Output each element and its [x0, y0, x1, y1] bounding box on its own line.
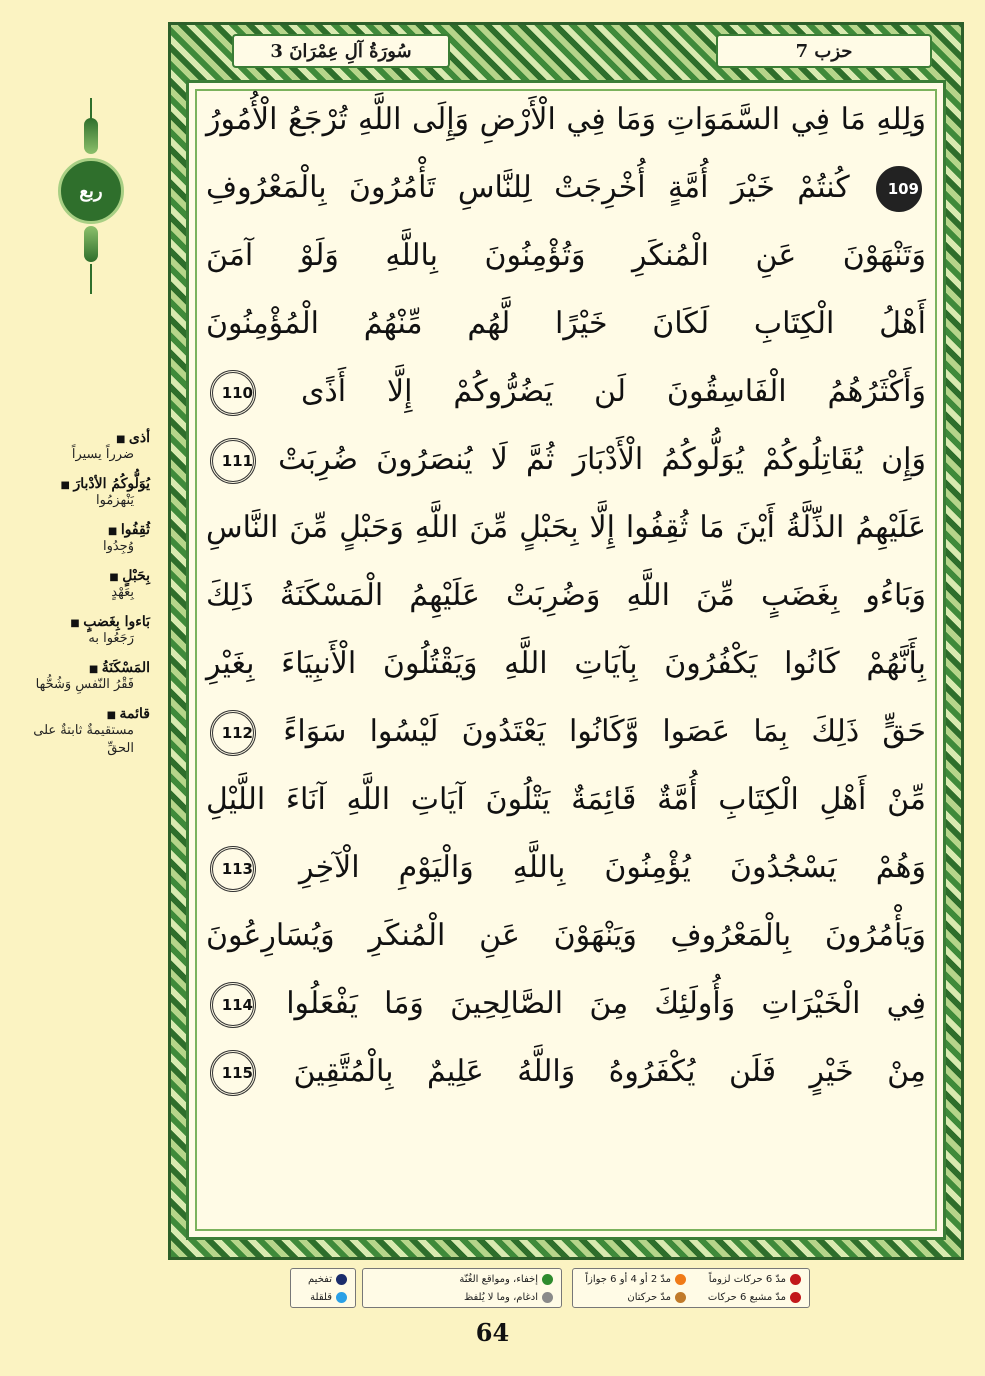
text-line: بِأَنَّهُمْ كَانُوا يَكْفُرُونَ بِآيَاتِ اللَّهِ وَيَقْتُلُونَ الْأَنبِيَاءَ بِغَيْرِ [206, 646, 926, 681]
legend-item: تفخيم [299, 1272, 347, 1286]
glossary-item [10, 476, 150, 510]
text-line: مِنْ خَيْرٍ فَلَن يُكْفَرُوهُ وَاللَّهُ عَلِيمٌ بِالْمُتَّقِينَ 115 [192, 1038, 940, 1106]
legend-item: مدّ مشبع 6 حركات [696, 1290, 801, 1304]
glossary [10, 430, 150, 770]
medallion-top-ornament-icon [84, 118, 98, 154]
verse-number-115: 115 [210, 1050, 256, 1096]
color-dot-icon [790, 1292, 801, 1303]
glossary-item [10, 522, 150, 556]
hizb-label: حزب 7 [716, 34, 932, 68]
legend-item: قلقلة [299, 1290, 347, 1304]
color-dot-icon [542, 1274, 553, 1285]
glossary-definition: فَقْرُ النّفسِ وَشُحُّها [35, 677, 134, 692]
glossary-term: ثُقِفُوا ■ [10, 522, 150, 538]
glossary-item [10, 568, 150, 602]
color-dot-icon [336, 1274, 347, 1285]
legend-item: ادغام، وما لا يُلفظ [371, 1290, 553, 1304]
glossary-term: قائمة ■ [10, 706, 150, 722]
verse-number-111: 111 [210, 438, 256, 484]
rub-medallion-icon [48, 118, 136, 298]
glossary-item [10, 706, 150, 758]
glossary-definition: وُجِدُوا [102, 539, 134, 554]
legend-item: إخفاء، ومواقع الغُنّة [371, 1272, 553, 1286]
color-dot-icon [542, 1292, 553, 1303]
surah-title: سُورَةُ آلِ عِمْرَانَ 3 [232, 34, 450, 68]
verse-number-113: 113 [210, 846, 256, 892]
legend-item: مدّ 6 حركات لزوماً [696, 1272, 801, 1286]
glossary-item [10, 660, 150, 694]
text-line: وَأَكْثَرُهُمُ الْفَاسِقُونَ لَن يَضُرُّوكُمْ إِلَّا أَذًى 110 [192, 358, 940, 426]
glossary-item [10, 614, 150, 648]
tajweed-legend-madd [572, 1268, 810, 1308]
text-line: وَلِلهِ مَا فِي السَّمَوَاتِ وَمَا فِي الْأَرْضِ وَإِلَى اللَّهِ تُرْجَعُ الْأُمُورُ [206, 102, 926, 137]
text-line: 109 كُنتُمْ خَيْرَ أُمَّةٍ أُخْرِجَتْ لِلنَّاسِ تَأْمُرُونَ بِالْمَعْرُوفِ [192, 154, 940, 222]
color-dot-icon [675, 1292, 686, 1303]
glossary-term: أذى ■ [10, 430, 150, 446]
glossary-definition: مستقيمةٌ ثابتةٌ على الحقِّ [33, 723, 134, 756]
tajweed-legend-ghunna [362, 1268, 562, 1308]
glossary-term: بَاءوا بِغَضبٍ ■ [10, 614, 150, 630]
page-number: 64 [475, 1318, 510, 1347]
text-line: وَهُمْ يَسْجُدُونَ يُؤْمِنُونَ بِاللَّهِ وَالْيَوْمِ الْآخِرِ 113 [192, 834, 940, 902]
verse-number-110: 110 [210, 370, 256, 416]
glossary-definition: يَنْهزمُوا [96, 493, 134, 508]
medallion-bottom-ornament-icon [84, 226, 98, 262]
color-dot-icon [336, 1292, 347, 1303]
color-dot-icon [675, 1274, 686, 1285]
glossary-item [10, 430, 150, 464]
medallion-stem-icon [90, 264, 92, 294]
verse-number-109: 109 [876, 166, 922, 212]
text-line: فِي الْخَيْرَاتِ وَأُولَئِكَ مِنَ الصَّالِحِينَ وَمَا يَفْعَلُوا 114 [192, 970, 940, 1038]
text-line: وَتَنْهَوْنَ عَنِ الْمُنكَرِ وَتُؤْمِنُونَ بِاللَّهِ وَلَوْ آمَنَ [206, 238, 926, 273]
glossary-term: بِحَبْلٍ ■ [10, 568, 150, 584]
medallion-label: ربع [79, 180, 103, 202]
glossary-term: يُوَلُّوكُمُ الأدْبارَ ■ [10, 476, 150, 492]
verse-number-114: 114 [210, 982, 256, 1028]
text-line: مِّنْ أَهْلِ الْكِتَابِ أُمَّةٌ قَائِمَةٌ يَتْلُونَ آيَاتِ اللَّهِ آنَاءَ اللَّيْلِ [206, 782, 926, 817]
text-line: أَهْلُ الْكِتَابِ لَكَانَ خَيْرًا لَّهُم مِّنْهُمُ الْمُؤْمِنُونَ [206, 306, 926, 341]
legend-item: مدّ حركتان [581, 1290, 686, 1304]
quran-text [192, 86, 940, 1236]
glossary-definition: بِعَهْدٍ [111, 585, 134, 600]
glossary-definition: ضرراً يسيراً [71, 447, 134, 462]
color-dot-icon [790, 1274, 801, 1285]
text-line: وَيَأْمُرُونَ بِالْمَعْرُوفِ وَيَنْهَوْنَ عَنِ الْمُنكَرِ وَيُسَارِعُونَ [206, 918, 926, 953]
medallion-circle [58, 158, 124, 224]
glossary-definition: رَجَعُوا به [88, 631, 134, 646]
text-line: وَإِن يُقَاتِلُوكُمْ يُوَلُّوكُمُ الْأَدْبَارَ ثُمَّ لَا يُنصَرُونَ ضُرِبَتْ 111 [192, 426, 940, 494]
text-line: عَلَيْهِمُ الذِّلَّةُ أَيْنَ مَا ثُقِفُوا إِلَّا بِحَبْلٍ مِّنَ اللَّهِ وَحَبْلٍ مِّنَ النَّاسِ [206, 510, 926, 545]
legend-item: مدّ 2 أو 4 أو 6 جوازاً [581, 1272, 686, 1286]
verse-number-112: 112 [210, 710, 256, 756]
text-line: حَقٍّ ذَلِكَ بِمَا عَصَوا وَّكَانُوا يَعْتَدُونَ لَيْسُوا سَوَاءً 112 [192, 698, 940, 766]
glossary-term: المَسْكَنَةُ ■ [10, 660, 150, 676]
text-line: وَبَاءُو بِغَضَبٍ مِّنَ اللَّهِ وَضُرِبَتْ عَلَيْهِمُ الْمَسْكَنَةُ ذَلِكَ [206, 578, 926, 613]
tajweed-legend-tafkhim [290, 1268, 356, 1308]
